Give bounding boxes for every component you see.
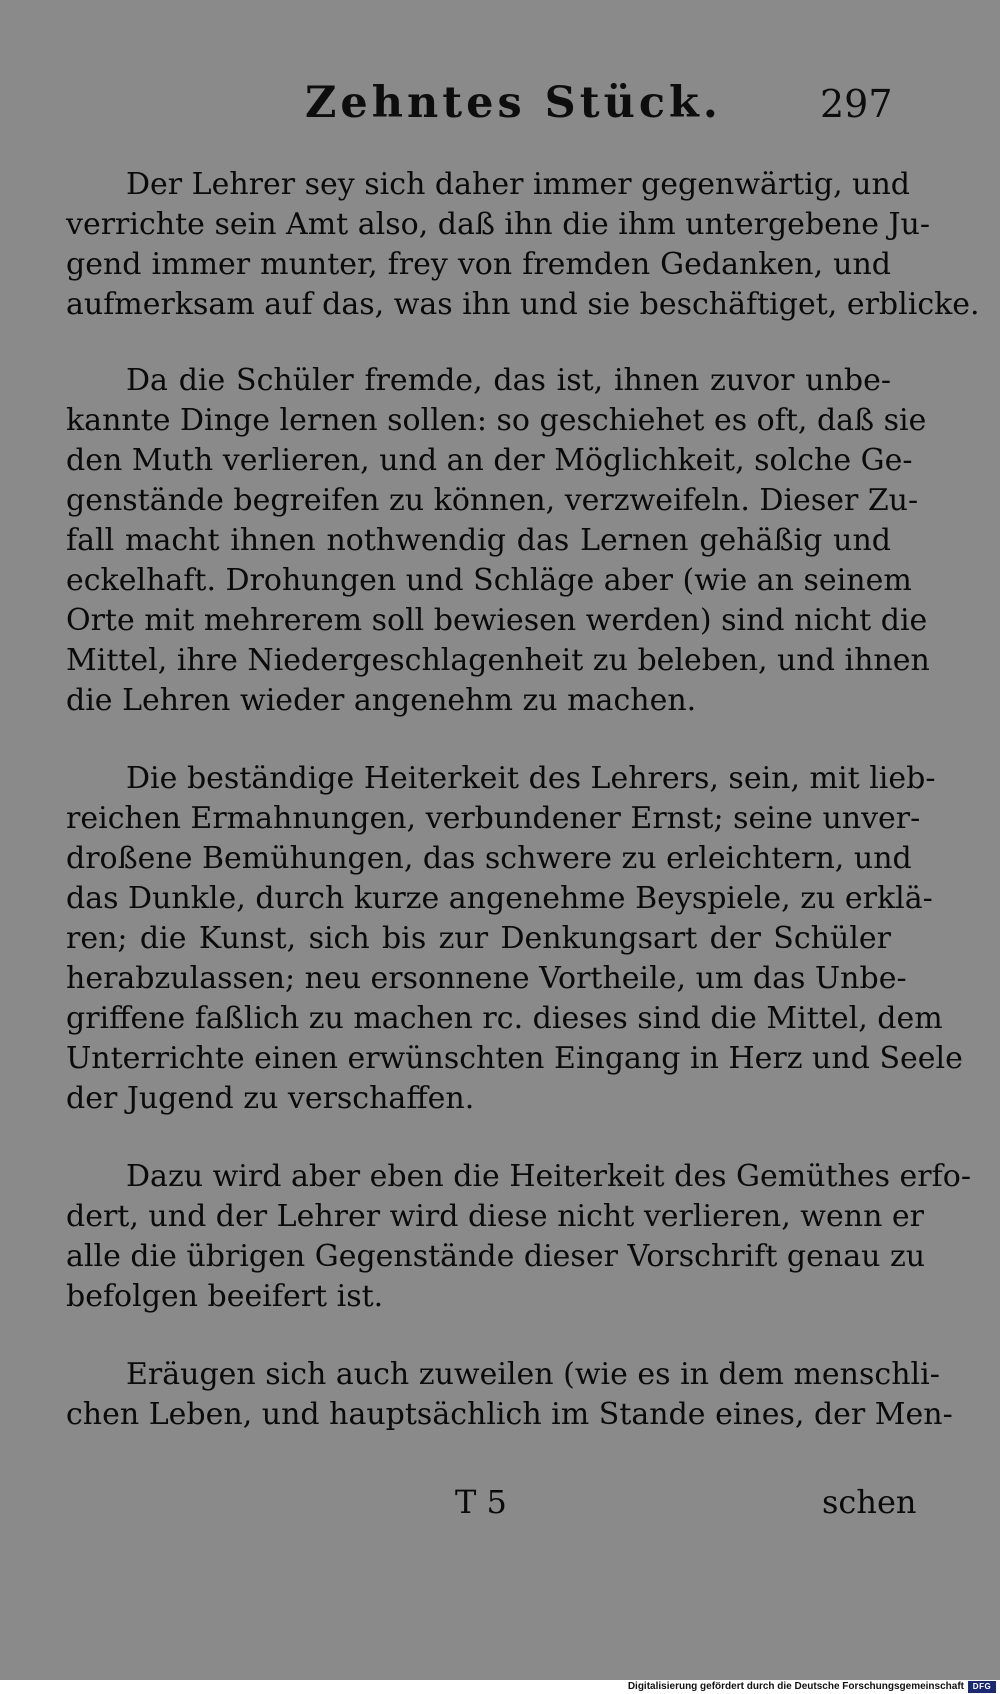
text-line: reichen Ermahnungen, verbundener Ernst; seine unver- xyxy=(66,801,921,836)
dfg-logo-icon: DFG xyxy=(968,1681,996,1693)
text-line: verrichte sein Amt also, daß ihn die ihm untergebene Ju- xyxy=(66,207,930,242)
text-line: droßene Bemühungen, das schwere zu erleichtern, und xyxy=(66,841,912,876)
text-line: die Lehren wieder angenehm zu machen. xyxy=(66,683,697,718)
page-footer xyxy=(0,1483,1000,1528)
text-line: Der Lehrer sey sich daher immer gegenwärtig, und xyxy=(126,167,911,202)
text-line: griffene faßlich zu machen rc. dieses sind die Mittel, dem xyxy=(66,1001,943,1036)
paragraph-2 xyxy=(66,361,930,721)
text-line: genstände begreifen zu können, verzweifeln. Dieser Zu- xyxy=(66,483,919,518)
text-line: aufmerksam auf das, was ihn und sie beschäftiget, erblicke. xyxy=(66,287,980,322)
text-line: herabzulassen; neu ersonnene Vortheile, um das Unbe- xyxy=(66,961,907,996)
body-text xyxy=(66,165,980,1435)
text-line: befolgen beeifert ist. xyxy=(66,1279,384,1314)
paragraph-4 xyxy=(66,1157,971,1317)
text-line: Orte mit mehrerem soll bewiesen werden) sind nicht die xyxy=(66,603,928,638)
text-line: der Jugend zu verschaffen. xyxy=(66,1081,475,1116)
paragraph-1 xyxy=(66,165,980,325)
text-line: Die beständige Heiterkeit des Lehrers, sein, mit lieb- xyxy=(126,761,936,796)
running-title: Zehntes Stück. xyxy=(305,78,722,128)
text-line: den Muth verlieren, und an der Möglichkeit, solche Ge- xyxy=(66,443,913,478)
text-line: Da die Schüler fremde, das ist, ihnen zuvor unbe- xyxy=(126,363,891,398)
text-line: Eräugen sich auch zuweilen (wie es in dem menschli- xyxy=(126,1357,940,1392)
paragraph-3 xyxy=(66,759,963,1119)
text-line: kannte Dinge lernen sollen: so geschiehet es oft, daß sie xyxy=(66,403,927,438)
text-line: chen Leben, und hauptsächlich im Stande eines, der Men- xyxy=(66,1397,953,1432)
text-line: dert, und der Lehrer wird diese nicht verlieren, wenn er xyxy=(66,1199,925,1234)
digitization-credit-bar xyxy=(0,1680,1000,1694)
text-line: das Dunkle, durch kurze angenehme Beyspiele, zu erklä- xyxy=(66,881,933,916)
text-line: gend immer munter, frey von fremden Gedanken, und xyxy=(66,247,891,282)
signature-mark: T 5 xyxy=(455,1483,507,1521)
credit-text: Digitalisierung gefördert durch die Deutsche Forschungsgemeinschaft xyxy=(627,1681,964,1692)
page-number: 297 xyxy=(820,82,893,126)
paragraph-5 xyxy=(66,1355,953,1435)
text-line: Dazu wird aber eben die Heiterkeit des Gemüthes erfo- xyxy=(126,1159,971,1194)
text-line: Mittel, ihre Niedergeschlagenheit zu beleben, und ihnen xyxy=(66,643,930,678)
catchword: schen xyxy=(822,1483,917,1521)
text-line: Unterrichte einen erwünschten Eingang in Herz und Seele xyxy=(66,1041,963,1076)
text-line: eckelhaft. Drohungen und Schläge aber (wie an seinem xyxy=(66,563,912,598)
running-head xyxy=(0,78,1000,138)
text-line: alle die übrigen Gegenstände dieser Vorschrift genau zu xyxy=(66,1239,926,1274)
text-line: fall macht ihnen nothwendig das Lernen gehäßig und xyxy=(66,523,891,558)
text-line: ren; die Kunst, sich bis zur Denkungsart der Schüler xyxy=(66,921,891,956)
